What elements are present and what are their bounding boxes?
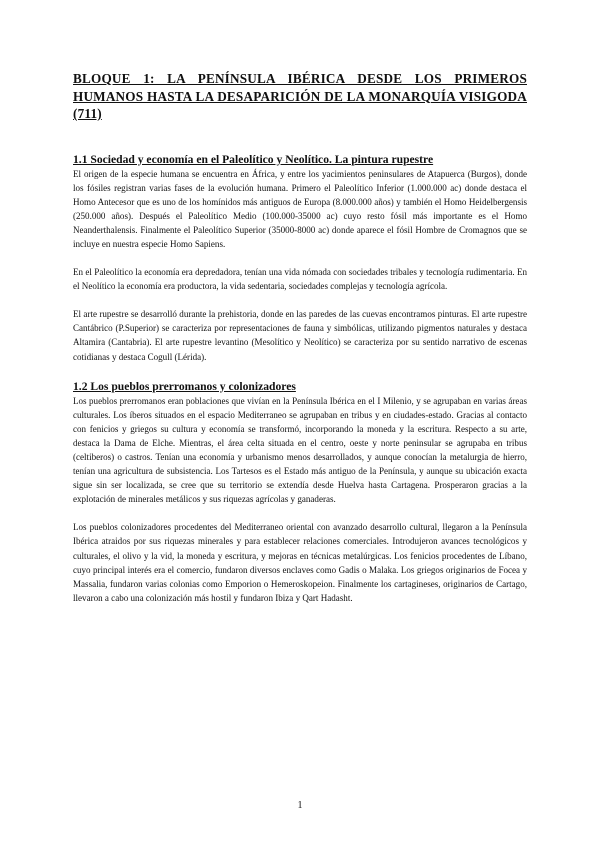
- section-heading-1-1: 1.1 Sociedad y economía en el Paleolítico y Neolítico. La pintura rupestre: [73, 152, 434, 166]
- paragraph-economy: En el Paleolítico la economía era depredadora, tenían una vida nómada con sociedades tribales y tecnología rudimentaria. En el Neolítico la economía era productora, la vida sedentaria, sociedades complejas y tecnología agrícola.: [73, 267, 527, 292]
- page-title: BLOQUE 1: LA PENÍNSULA IBÉRICA DESDE LOS PRIMEROS HUMANOS HASTA LA DESAPARICIÓN DE LA MONARQUÍA VISIGODA (711): [73, 71, 527, 121]
- page-number: 1: [297, 800, 303, 811]
- paragraph-pre-roman-peoples: Los pueblos prerromanos eran poblaciones que vivían en la Península Ibérica en el I Milenio, y se agrupaban en varias áreas culturales. Los íberos situados en el espacio Mediterraneo se agrupaban en tribus y en ciudades-estado. Gracias al contacto con fenicios y griegos su cultura y economía se transformó, incorporando la moneda y la escritura. Respecto a su arte, destaca la Dama de Elche. Mientras, el área celta situada en el centro, oeste y norte peninsular se agrupaba en tribus (celtiberos) o castros. Tenían una economía y urbanismo menos desarrollados, y aunque conocían la metalurgia de hierro, tenían una agricultura de subsistencia. Los Tartesos es el Estado más antiguo de la Península, y aunque su ubicación exacta sigue sin ser localizada, se cree que su territorio se extendía desde Huelva hasta Cartagena. Prosperaron gracias a la explotación de minerales metálicos y sus riquezas agrícolas y ganaderas.: [73, 395, 527, 505]
- page-content: [73, 70, 527, 605]
- paragraph-rock-art: El arte rupestre se desarrolló durante la prehistoria, donde en las paredes de las cuevas encontramos pinturas. El arte rupestre Cantábrico (P.Superior) se caracteriza por representaciones de fauna y simbólicas, utilizando pigmentos naturales y destaca Altamira (Cantabria). El arte rupestre levantino (Mesolítico y Neolítico) se caracteriza por su sentido narrativo de escenas cotidianas y destaca Cogull (Lérida).: [73, 309, 527, 362]
- paragraph-colonizers: Los pueblos colonizadores procedentes del Mediterraneo oriental con avanzado desarrollo cultural, llegaron a la Península Ibérica atraidos por sus riquezas minerales y para establecer relaciones comerciales. Introdujeron avances tecnológicos y culturales, el olivo y la vid, la moneda y escritura, y mejoras en técnicas metalúrgicas. Los fenicios procedentes de Líbano, cuyo principal interés era el comercio, fundaron diversos enclaves como Gadis o Malaka. Los griegos originarios de Focea y Massalia, fundaron varias colonias como Emporion o Hemeroskopeion. Finalmente los cartagineses, originarios de Cartago, llevaron a cabo una colonización más hostil y fundaron Ibiza y Qart Hadasht.: [73, 522, 527, 603]
- paragraph-origins: El origen de la especie humana se encuentra en África, y entre los yacimientos peninsulares de Atapuerca (Burgos), donde los fósiles registran varias fases de la evolución humana. Primero el Paleolítico Inferior (1.000.000 ac) donde destaca el Homo Antecesor que es uno de los homínidos más antiguos de Europa (8.000.000 años) y también el Homo Heidelbergensis (250.000 años). Después el Paleolítico Medio (100.000-35000 ac) cuyo resto fósil más importante es el Homo Neanderthalensis. Finalmente el Paleolítico Superior (35000-8000 ac) donde aparece el fósil Hombre de Cromagnos que se incluye en nuestra especie Homo Sapiens.: [73, 168, 527, 249]
- section-heading-1-2: 1.2 Los pueblos prerromanos y colonizadores: [73, 379, 296, 393]
